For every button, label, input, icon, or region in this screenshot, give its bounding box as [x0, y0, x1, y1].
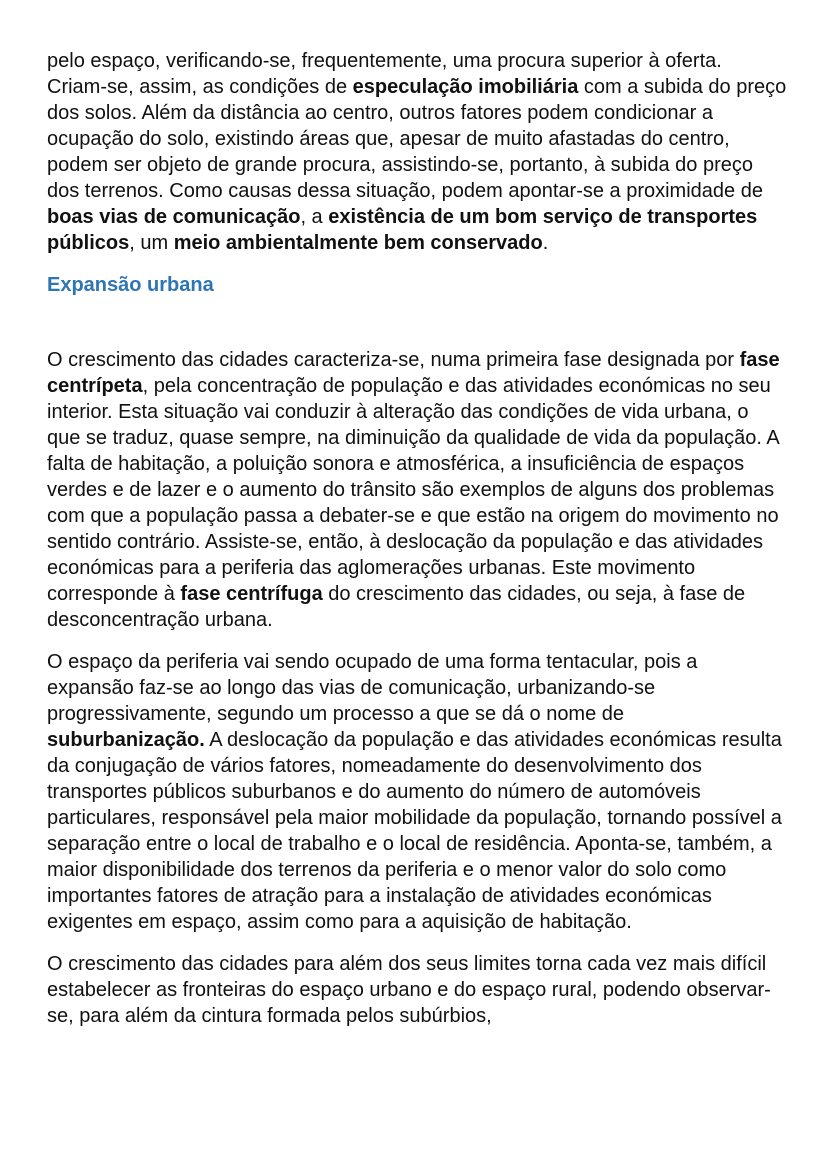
text-run: O espaço da periferia vai sendo ocupado de uma forma tentacular, pois a expansão faz-se ao longo das vias de comunicação, urbanizando-se progressivamente, segundo um processo a que se dá o nome de — [47, 651, 698, 725]
paragraph — [47, 951, 787, 1029]
text-run: com a subida do preço dos solos. Além da distância ao centro, outros fatores podem condicionar a ocupação do solo, existindo áreas que, apesar de muito afastadas do centro, podem ser objeto de grande procura, assistindo-se, portanto, à subida do preço dos terrenos. Como causas dessa situação, podem apontar-se a proximidade de — [47, 76, 787, 202]
text-run: do crescimento das cidades, ou seja, à fase de desconcentração urbana. — [47, 583, 746, 631]
bold-text-run: suburbanização. — [47, 729, 205, 751]
bold-text-run: existência de um bom serviço de transportes públicos — [47, 206, 758, 254]
bold-text-run: meio ambientalmente bem conservado — [173, 232, 543, 254]
text-run: . — [542, 232, 549, 254]
text-run: O crescimento das cidades para além dos seus limites torna cada vez mais difícil estabelecer as fronteiras do espaço urbano e do espaço rural, podendo observar-se, para além da cintura formada pelos subúrbios, — [47, 953, 771, 1027]
text-run: , pela concentração de população e das atividades económicas no seu interior. Esta situação vai conduzir à alteração das condições de vida urbana, o que se traduz, quase sempre, na diminuição da qualidade de vida da população. A falta de habitação, a poluição sonora e atmosférica, a insuficiência de espaços verdes e de lazer e o aumento do trânsito são exemplos de alguns dos problemas com que a população passa a debater-se e que estão na origem do movimento no sentido contrário. Assiste-se, então, à deslocação da população e das atividades económicas para a periferia das aglomerações urbanas. Este movimento corresponde à — [47, 375, 779, 605]
paragraph — [47, 347, 787, 633]
bold-text-run: Expansão urbana — [47, 274, 214, 296]
paragraph — [47, 48, 787, 256]
text-run: , um — [129, 232, 174, 254]
text-run: O crescimento das cidades caracteriza-se, numa primeira fase designada por — [47, 349, 740, 371]
section-heading — [47, 272, 787, 298]
text-run: , a — [300, 206, 329, 228]
bold-text-run: fase centrífuga — [180, 583, 323, 605]
text-run: A deslocação da população e das atividades económicas resulta da conjugação de vários fatores, nomeadamente do desenvolvimento dos transportes públicos suburbanos e do aumento do número de automóveis particulares, responsável pela maior mobilidade da população, tornando possível a separação entre o local de trabalho e o local de residência. Aponta-se, também, a maior disponibilidade dos terrenos da periferia e o menor valor do solo como importantes fatores de atração para a instalação de atividades económicas exigentes em espaço, assim como para a aquisição de habitação. — [47, 729, 782, 933]
document-body — [47, 48, 787, 1029]
bold-text-run: boas vias de comunicação — [47, 206, 301, 228]
bold-text-run: especulação imobiliária — [352, 76, 579, 98]
text-run: pelo espaço, verificando-se, frequentemente, uma procura superior à oferta. Criam-se, assim, as condições de — [47, 50, 722, 98]
bold-text-run: fase centrípeta — [47, 349, 780, 397]
paragraph — [47, 649, 787, 935]
